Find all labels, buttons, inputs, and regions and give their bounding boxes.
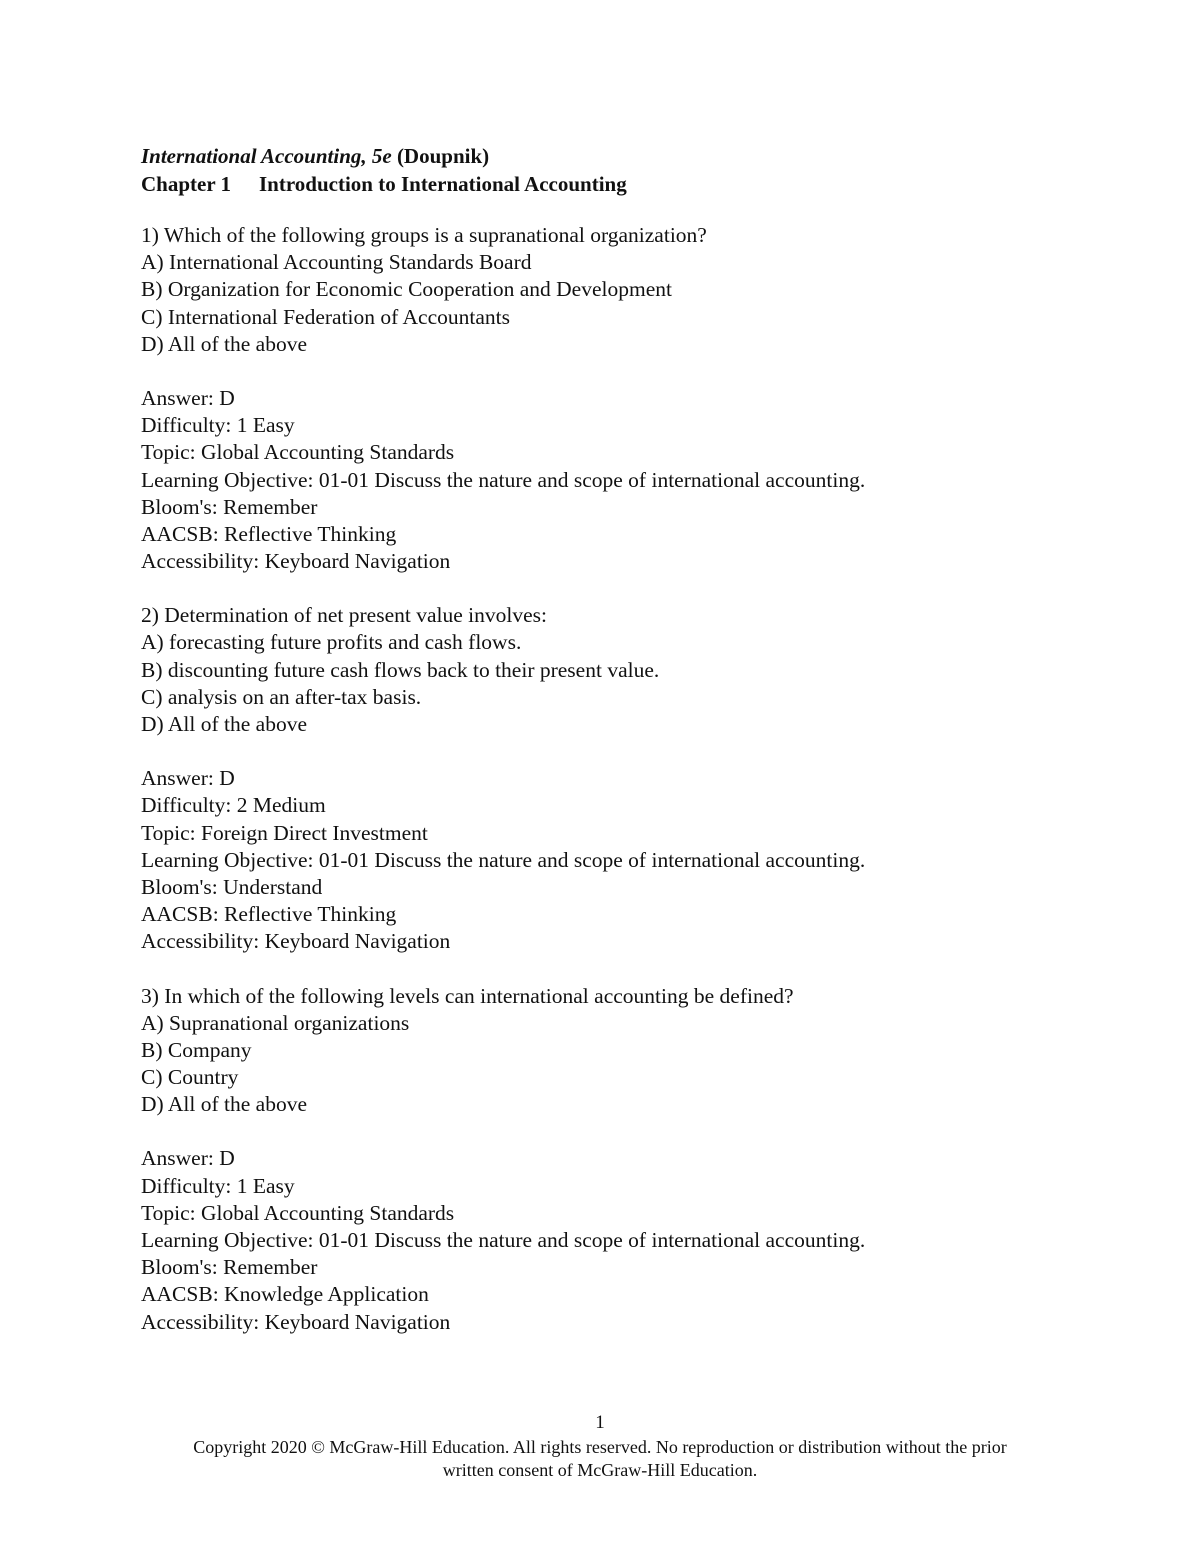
blooms-line: Bloom's: Remember: [141, 1255, 318, 1280]
book-line: [141, 142, 1121, 170]
accessibility-line: Accessibility: Keyboard Navigation: [141, 549, 451, 574]
topic-line: Topic: Foreign Direct Investment: [141, 820, 428, 845]
learning-objective-line: Learning Objective: 01-01 Discuss the nature and scope of international accounting.: [141, 847, 866, 872]
answer-option: B) Organization for Economic Cooperation and Development: [141, 277, 672, 302]
answer-option: C) analysis on an after-tax basis.: [141, 684, 422, 709]
accessibility-line: Accessibility: Keyboard Navigation: [141, 929, 451, 954]
answer-option: D) All of the above: [141, 331, 307, 356]
answer-line: Answer: D: [141, 1146, 235, 1171]
answer-option: A) Supranational organizations: [141, 1010, 410, 1035]
topic-line: Topic: Global Accounting Standards: [141, 440, 455, 465]
topic-line: Topic: Global Accounting Standards: [141, 1200, 455, 1225]
blooms-line: Bloom's: Remember: [141, 494, 318, 519]
answer-option: A) forecasting future profits and cash flows.: [141, 630, 522, 655]
copyright-line-1: Copyright 2020 © McGraw-Hill Education. All rights reserved. No reproduction or distribution without the prior: [193, 1437, 1007, 1457]
aacsb-line: AACSB: Knowledge Application: [141, 1282, 429, 1307]
answer-line: Answer: D: [141, 766, 235, 791]
question-2-metadata: [141, 765, 1141, 955]
page-footer: [0, 1410, 1200, 1482]
learning-objective-line: Learning Objective: 01-01 Discuss the nature and scope of international accounting.: [141, 1228, 866, 1252]
question-stem: 1) Which of the following groups is a supranational organization?: [141, 223, 707, 247]
answer-option: A) International Accounting Standards Board: [141, 250, 532, 275]
difficulty-line: Difficulty: 1 Easy: [141, 1173, 295, 1198]
aacsb-line: AACSB: Reflective Thinking: [141, 902, 397, 927]
question-list: [141, 222, 1141, 1363]
question-3: [141, 983, 1141, 1119]
copyright-line-2: written consent of McGraw-Hill Education.: [442, 1460, 758, 1480]
answer-option: D) All of the above: [141, 712, 307, 736]
difficulty-line: Difficulty: 1 Easy: [141, 413, 295, 438]
document-header: [141, 142, 1121, 198]
question-2: [141, 602, 1141, 738]
answer-option: B) Company: [141, 1037, 252, 1062]
book-title: International Accounting, 5e: [141, 144, 392, 168]
question-1-metadata: [141, 385, 1141, 575]
page-number: 1: [595, 1412, 605, 1433]
chapter-number: Chapter 1: [141, 172, 232, 196]
accessibility-line: Accessibility: Keyboard Navigation: [141, 1309, 451, 1334]
question-1: [141, 222, 1141, 358]
question-3-metadata: [141, 1145, 1141, 1335]
answer-option: C) International Federation of Accountants: [141, 304, 510, 329]
book-author: (Doupnik): [396, 144, 490, 168]
blooms-line: Bloom's: Understand: [141, 874, 323, 899]
question-stem: 2) Determination of net present value involves:: [141, 603, 547, 628]
difficulty-line: Difficulty: 2 Medium: [141, 793, 326, 818]
learning-objective-line: Learning Objective: 01-01 Discuss the nature and scope of international accounting.: [141, 467, 866, 492]
chapter-title: Introduction to International Accounting: [259, 172, 627, 196]
question-stem: 3) In which of the following levels can international accounting be defined?: [141, 983, 794, 1008]
chapter-heading: [141, 170, 1121, 198]
answer-option: C) Country: [141, 1065, 239, 1090]
answer-line: Answer: D: [141, 385, 235, 410]
aacsb-line: AACSB: Reflective Thinking: [141, 521, 397, 546]
answer-option: D) All of the above: [141, 1092, 307, 1117]
answer-option: B) discounting future cash flows back to their present value.: [141, 657, 660, 682]
